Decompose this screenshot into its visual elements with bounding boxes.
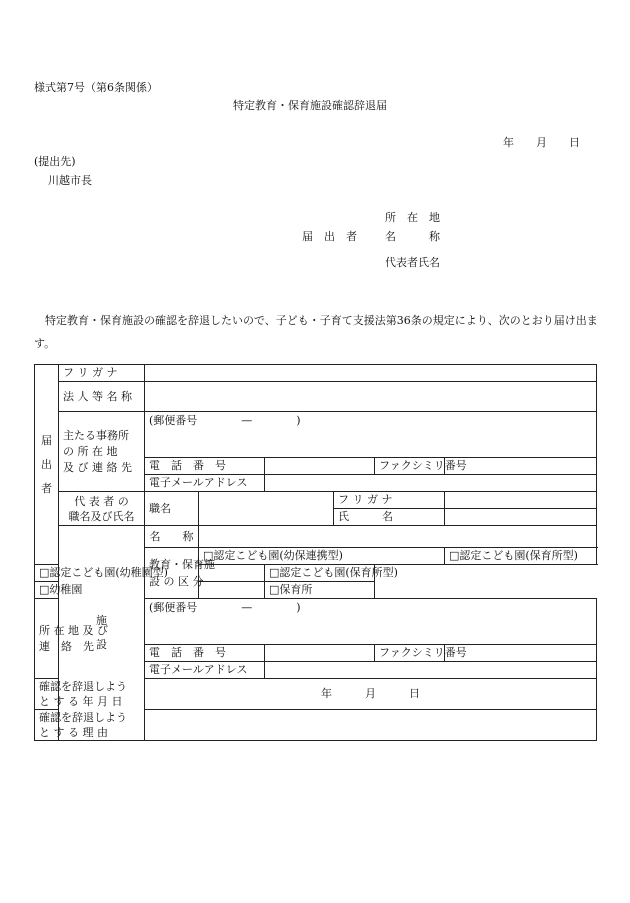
facility-phone-field[interactable] [265,645,375,662]
facility-postal-field[interactable]: (郵便番号 — ) [145,599,597,645]
furigana-label: フ リ ガ ナ [59,365,145,382]
facility-type-label: 教育・保育施 設 の 区 分 [145,548,199,599]
withdraw-date-label: 確認を辞退しよう と す る 年 月 日 [35,679,145,710]
form-title: 特定教育・保育施設確認辞退届 [233,99,387,112]
office-email-label: 電子メールアドレス [145,475,265,492]
facility-phone-label: 電 話 番 号 [145,645,265,662]
office-phone-field[interactable] [265,458,375,475]
rep-furigana-field[interactable] [445,492,597,509]
rep-title-field[interactable] [199,492,334,526]
rep-furigana-label: フ リ ガ ナ [334,492,445,509]
facility-email-label: 電子メールアドレス [145,662,265,679]
location-label: 所 在 地 [385,211,440,224]
facility-group-label: 施 設 [59,526,145,741]
facility-opt-4[interactable]: □認定こども園(保育所型) [265,565,375,582]
office-postal-field[interactable]: (郵便番号 — ) [145,412,597,458]
facility-opt-5[interactable]: □幼稚園 [35,582,265,599]
rep-fullname-label: 氏 名 [334,509,445,526]
furigana-field[interactable] [145,365,597,382]
withdraw-reason-label: 確認を辞退しよう と す る 理 由 [35,710,145,741]
form-number: 様式第7号（第6条関係） [34,81,158,94]
notifier-group-label: 届 出 者 [35,365,59,565]
withdrawal-form-table [34,364,597,741]
name-label: 名 称 [385,230,440,243]
office-email-field[interactable] [265,475,597,492]
body-text: 特定教育・保育施設の確認を辞退したいので、子ども・子育て支援法第36条の規定により、次のとおり届け出ます。 [34,314,598,350]
office-fax-label: ファクシミリ番号 [375,458,445,475]
date-line: 年 月 日 [503,136,580,149]
office-fax-field[interactable] [445,458,597,475]
withdraw-date-field[interactable]: 年 月 日 [145,679,597,710]
corp-name-label: 法 人 等 名 称 [59,382,145,412]
office-phone-label: 電 話 番 号 [145,458,265,475]
facility-fax-label: ファクシミリ番号 [375,645,445,662]
facility-name-label: 名 称 [145,526,199,548]
rep-name-label: 代 表 者 の 職名及び氏名 [59,492,145,526]
facility-opt-2[interactable]: □認定こども園(保育所型) [445,548,597,565]
facility-opt-1[interactable]: □認定こども園(幼保連携型) [199,548,445,565]
submit-to-label: (提出先) [34,155,76,168]
facility-email-field[interactable] [265,662,597,679]
office-label: 主たる事務所 の 所 在 地 及 び 連 絡 先 [59,412,145,492]
facility-loc-label: 所 在 地 及 び 連 絡 先 [35,599,59,679]
facility-opt-3[interactable]: □認定こども園(幼稚園型) [35,565,265,582]
submit-to: 川越市長 [48,174,92,187]
facility-fax-field[interactable] [445,645,597,662]
withdraw-reason-field[interactable] [145,710,597,741]
rep-label: 代表者氏名 [385,256,440,269]
corp-name-field[interactable] [145,382,597,412]
notifier-label: 届 出 者 [302,230,357,243]
rep-title-label: 職名 [145,492,199,526]
rep-fullname-field[interactable] [445,509,597,526]
facility-opt-6[interactable]: □保育所 [265,582,375,599]
facility-name-field[interactable] [199,526,597,548]
